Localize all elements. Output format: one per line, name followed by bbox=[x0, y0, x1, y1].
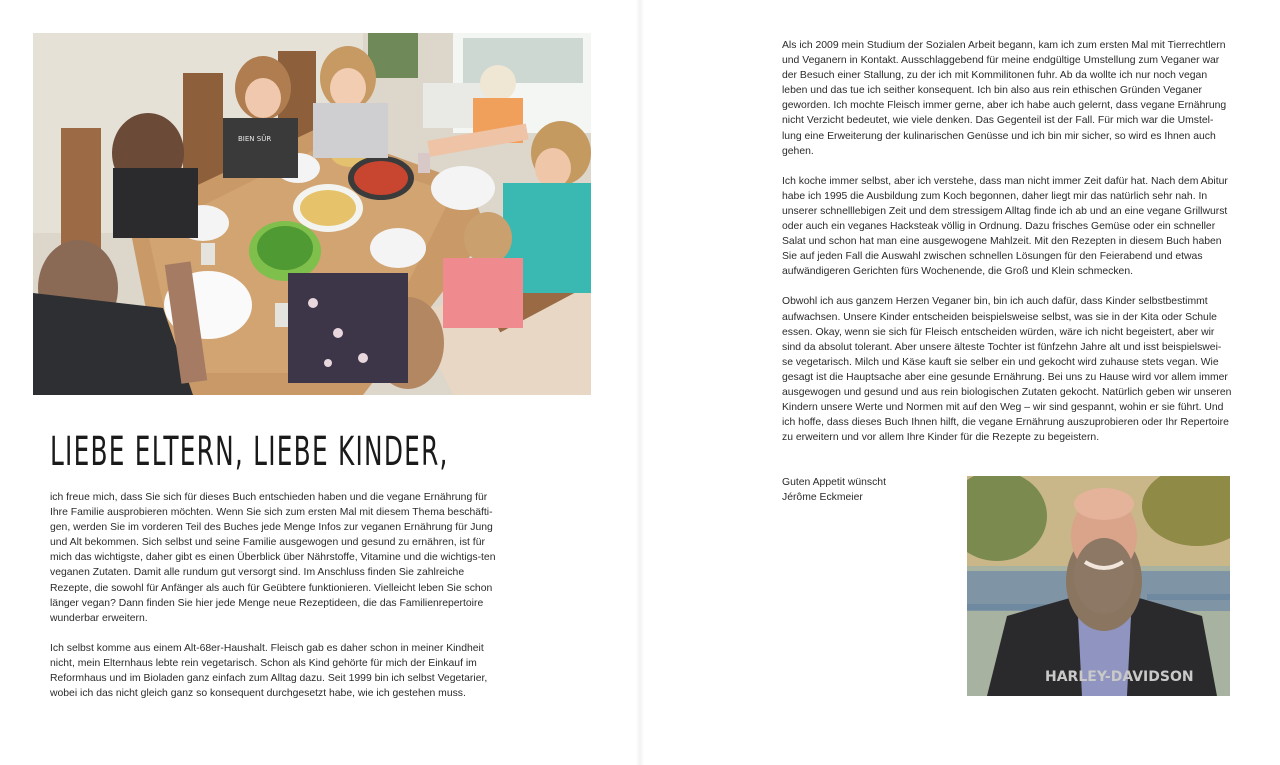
page-heading: LIEBE ELTERN, LIEBE KINDER, bbox=[50, 429, 449, 475]
paragraph: Obwohl ich aus ganzem Herzen Veganer bin, bin ich auch dafür, dass Kinder selbstbestimmt aufwachsen. Unsere Kinder entscheiden beispielsweise selbst, was sie in der Kita oder Schule essen. Okay, wenn sie sich für Fleisch entscheiden würden, wäre ich nicht begeistert, aber wir sind da absolut tolerant. Aber unsere älteste Tochter ist fünfzehn Jahre alt und isst beispielswei-se vegetarisch. Milch und Käse kauft sie selber ein und gekocht wird zuhause stets vegan. Wie gesagt ist die Hauptsache aber eine gesunde Ernährung. Bei uns zu Hause wird vor allem immer ausgewogen und gesund und aus rein biologischen Zutaten gekocht. Natürlich geben wir unseren Kindern unsere Werte und Normen mit auf den Weg – wir sind gespannt, wohin er sie führt. Und ich hoffe, dass dieses Buch Ihnen hilft, die vegane Ernährung auszuprobieren oder Ihr Repertoire zu erweitern und vor allem Ihre Kinder für die Rezepte zu begeistern. bbox=[782, 296, 1232, 444]
vest-logo: HARLEY-DAVIDSON bbox=[1045, 669, 1194, 685]
left-column-text bbox=[50, 490, 498, 716]
paragraph: Ich selbst komme aus einem Alt-68er-Haushalt. Fleisch gab es daher schon in meiner Kindheit nicht, mein Elternhaus lebte rein vegetarisch. Schon als Kind gehörte für mich der Einkauf im Reformhaus und im Bioladen ganz einfach zum Alltag dazu. Seit 1999 bin ich selbst Vegetarier, wobei ich das nicht gleich ganz so konsequent durchgesetzt habe, wie ich gestehen muss. bbox=[50, 642, 488, 700]
signoff-greeting: Guten Appetit wünscht bbox=[782, 477, 886, 488]
signoff bbox=[782, 475, 962, 505]
family-dinner-photo bbox=[33, 33, 591, 395]
paragraph: Ich koche immer selbst, aber ich verstehe, dass man nicht immer Zeit dafür hat. Nach dem Abitur habe ich 1995 die Ausbildung zum Koch begonnen, daher liegt mir das natürlich sehr nah. In unserer schnelllebigen Zeit und dem stressigem Alltag finde ich ab und an eine vegane Grillwurst oder auch ein veganes Hacksteak völlig in Ordnung. Dazu frisches Gemüse oder ein schneller Salat und schon hat man eine ausgewogene Mahlzeit. Mit den Rezepten in diesem Buch haben Sie auf jeden Fall die Auswahl zwischen schnellen Lösungen für den Feierabend und etwas aufwändigeren Gerichten fürs Wochenende, die Groß und Klein schmecken. bbox=[782, 175, 1228, 278]
author-portrait-photo bbox=[967, 476, 1230, 696]
right-page bbox=[640, 0, 1280, 765]
signoff-author: Jérôme Eckmeier bbox=[782, 492, 863, 504]
paragraph: ich freue mich, dass Sie sich für dieses Buch entschieden haben und die vegane Ernährung für Ihre Familie ausprobieren möchten. Wenn Sie sich zum ersten Mal mit diesem Thema beschäfti-gen, werden Sie im vorderen Teil des Buches jede Menge Infos zur veganen Ernährung für Jung und Alt bekommen. Sich selbst und seine Familie ausgewogen und gesund zu ernähren, ist für mich das wichtigste, daher gibt es einen Überblick über Nährstoffe, Vitamine und die wichtigs-ten veganen Zutaten. Damit alle rundum gut versorgt sind. Im Anschluss finden Sie zahlreiche Rezepte, die sowohl für Anfänger als auch für Geübtere funktionieren. Vielleicht leben Sie schon länger vegan? Dann finden Sie hier jede Menge neue Rezeptideen, die das Familienrepertoire wunderbar erweitern. bbox=[50, 492, 496, 624]
right-column-text bbox=[782, 38, 1232, 460]
shirt-print: BIEN SÛR bbox=[238, 135, 272, 143]
paragraph: Als ich 2009 mein Studium der Sozialen Arbeit begann, kam ich zum ersten Mal mit Tierrechtlern und Veganern in Kontakt. Ausschlaggebend für meine endgültige Umstellung zum Veganer war der Besuch einer Stallung, zu der ich mit Kommilitonen fuhr. Ab da wollte ich nur noch vegan leben und das tue ich seither konsequent. Ich bin also aus rein ethischen Gründen Veganer geworden. Ich mochte Fleisch immer gerne, aber ich habe auch gelernt, dass vegane Ernährung nicht Verzicht bedeutet, wie viele denken. Das Gegenteil ist der Fall. Für mich war die Umstel-lung eine Erweiterung der kulinarischen Genüsse und ich bin mir sicher, so wird es Ihnen auch gehen. bbox=[782, 40, 1227, 157]
